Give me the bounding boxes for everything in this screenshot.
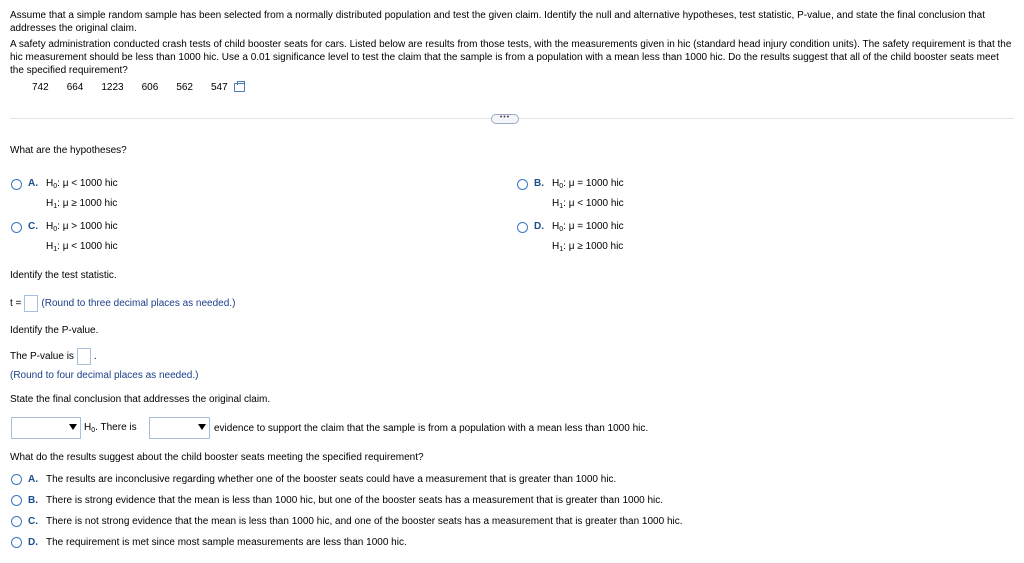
pvalue-suffix: . xyxy=(93,351,97,362)
test-stat-row xyxy=(10,295,235,312)
h-subscript: 1 xyxy=(53,203,58,210)
expand-more-button[interactable]: ••• xyxy=(491,114,519,124)
t-prefix: t = xyxy=(10,298,22,309)
option-lines xyxy=(552,175,624,215)
dropdown-arrow-icon[interactable] xyxy=(198,423,206,431)
test-stat-input[interactable] xyxy=(24,295,38,312)
option-text: The requirement is met since most sample measurements are less than 1000 hic. xyxy=(46,537,407,548)
h-subscript: 1 xyxy=(559,203,564,210)
option-letter: D. xyxy=(534,221,544,232)
option-text: There is not strong evidence that the mean is less than 1000 hic, and one of the booster seats has a measurement that is greater than 1000 hic. xyxy=(46,516,683,527)
option-letter: D. xyxy=(28,537,38,548)
conclusion-tail-text: evidence to support the claim that the sample is from a population with a mean less than 1000 hic. xyxy=(214,423,649,434)
h-symbol: H xyxy=(84,422,92,433)
pvalue-hint: (Round to four decimal places as needed.) xyxy=(10,370,199,381)
radio-button[interactable] xyxy=(517,179,528,190)
radio-button[interactable] xyxy=(11,179,22,190)
h0-text: : μ > 1000 hic xyxy=(57,221,118,232)
option-letter: A. xyxy=(28,474,38,485)
h0-line xyxy=(552,221,624,232)
instructions-text: Assume that a simple random sample has been selected from a normally distributed population and test the given claim. Identify the null and alternative hypotheses, test statistic, P-value, and state the final conclusion that addresses the original claim. xyxy=(10,10,985,34)
results-option-d[interactable] xyxy=(11,537,407,548)
h-subscript: 1 xyxy=(559,246,564,253)
h0-line xyxy=(46,178,118,189)
h-symbol: H xyxy=(46,198,54,209)
h-symbol: H xyxy=(46,221,54,232)
pvalue-question: Identify the P-value. xyxy=(10,325,99,336)
hypotheses-question: What are the hypotheses? xyxy=(10,145,127,156)
results-question: What do the results suggest about the child booster seats meeting the specified requirement? xyxy=(10,452,424,463)
h-subscript: 1 xyxy=(53,246,58,253)
h0-text: : μ = 1000 hic xyxy=(563,178,624,189)
option-lines xyxy=(46,175,118,215)
h-symbol: H xyxy=(552,241,560,252)
data-value: 1223 xyxy=(101,82,124,93)
h1-line xyxy=(552,241,623,252)
option-text: There is strong evidence that the mean is less than 1000 hic, but one of the booster seats has a measurement that is greater than 1000 hic. xyxy=(46,495,664,506)
option-letter: C. xyxy=(28,516,38,527)
radio-button[interactable] xyxy=(517,222,528,233)
hypothesis-option-b[interactable] xyxy=(517,178,624,215)
results-option-c[interactable] xyxy=(11,516,683,527)
conclusion-h0-text xyxy=(84,422,137,434)
radio-button[interactable] xyxy=(11,537,22,548)
radio-button[interactable] xyxy=(11,222,22,233)
hypothesis-option-c[interactable] xyxy=(11,221,118,258)
scenario-text: A safety administration conducted crash tests of child booster seats for cars. Listed below are results from those tests, with the measurements given in hic (standard head injury condition units). The safety requirement is that the hic measurement should be less than 1000 hic. Use a 0.01 significance level to test the claim that the sample is from a population with a mean less than 1000 hic. Do the results suggest that all of the child booster seats meet the specified requirement? xyxy=(10,39,1012,76)
data-value: 742 xyxy=(32,82,49,93)
option-lines xyxy=(46,218,118,258)
h-symbol: H xyxy=(552,198,560,209)
h-symbol: H xyxy=(46,241,54,252)
h-symbol: H xyxy=(552,221,560,232)
pvalue-input[interactable] xyxy=(77,348,91,365)
h-subscript: 0 xyxy=(559,183,564,190)
h0-line xyxy=(552,178,624,189)
data-value: 562 xyxy=(176,82,193,93)
evidence-strength-dropdown[interactable] xyxy=(149,417,210,439)
data-value: 547 xyxy=(211,82,228,93)
dropdown-arrow-icon[interactable] xyxy=(69,423,77,431)
radio-button[interactable] xyxy=(11,495,22,506)
hypothesis-option-a[interactable] xyxy=(11,178,118,215)
h-subscript: 0 xyxy=(559,226,564,233)
option-lines xyxy=(552,218,624,258)
h-symbol: H xyxy=(46,178,54,189)
results-option-a[interactable] xyxy=(11,474,616,485)
test-stat-hint: (Round to three decimal places as needed.) xyxy=(41,298,236,309)
h1-text: : μ < 1000 hic xyxy=(563,198,624,209)
pvalue-prefix: The P-value is xyxy=(10,351,74,362)
h-subscript: 0 xyxy=(53,183,58,190)
option-letter: B. xyxy=(28,495,38,506)
option-letter: C. xyxy=(28,221,38,232)
h0-line xyxy=(46,221,118,232)
h1-line xyxy=(46,198,117,209)
reject-decision-dropdown[interactable] xyxy=(11,417,81,439)
h1-text: : μ ≥ 1000 hic xyxy=(57,198,118,209)
h0-tail-text: . There is xyxy=(95,422,137,433)
h-subscript: 0 xyxy=(91,427,96,434)
copy-data-icon[interactable] xyxy=(234,83,245,92)
data-value: 606 xyxy=(141,82,159,93)
radio-button[interactable] xyxy=(11,516,22,527)
h0-text: : μ < 1000 hic xyxy=(57,178,118,189)
option-letter: B. xyxy=(534,178,544,189)
h-symbol: H xyxy=(552,178,560,189)
h-subscript: 0 xyxy=(53,226,58,233)
problem-intro xyxy=(10,9,1014,80)
h1-text: : μ < 1000 hic xyxy=(57,241,118,252)
conclusion-question: State the final conclusion that addresses the original claim. xyxy=(10,394,271,405)
radio-button[interactable] xyxy=(11,474,22,485)
data-value: 664 xyxy=(66,82,84,93)
results-option-b[interactable] xyxy=(11,495,663,506)
test-stat-question: Identify the test statistic. xyxy=(10,270,117,281)
h1-text: : μ ≥ 1000 hic xyxy=(563,241,624,252)
option-text: The results are inconclusive regarding whether one of the booster seats could have a measurement that is greater than 1000 hic. xyxy=(46,474,617,485)
option-letter: A. xyxy=(28,178,38,189)
h0-text: : μ = 1000 hic xyxy=(563,221,624,232)
h1-line xyxy=(46,241,118,252)
pvalue-row xyxy=(10,348,97,365)
h1-line xyxy=(552,198,624,209)
hypothesis-option-d[interactable] xyxy=(517,221,624,258)
data-values-row xyxy=(32,82,263,93)
